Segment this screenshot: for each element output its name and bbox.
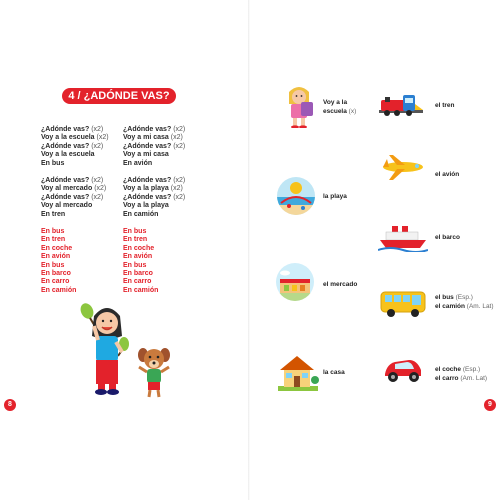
list-item: En bus — [123, 228, 147, 235]
verse-line: Voy a la playa — [123, 202, 169, 210]
market-illustration — [276, 263, 314, 301]
list-item: En carro — [41, 278, 70, 286]
verse-line: ¿Adónde vas? (x2) — [123, 142, 186, 150]
verse-line: ¿Adónde vas? (x2) — [123, 177, 186, 184]
place-label-house: la casa — [323, 369, 345, 376]
list-item: En barco — [123, 270, 153, 278]
verse-line: ¿Adónde vas? (x2) — [123, 193, 186, 201]
right-page — [250, 0, 500, 500]
list-item: En avión — [41, 253, 71, 261]
verse-2 — [123, 126, 185, 168]
verse-line: ¿Adónde vas? (x2) — [41, 193, 104, 201]
verse-line: Voy a la playa (x2) — [123, 185, 183, 193]
list-item: En barco — [41, 270, 71, 278]
train-icon — [377, 92, 425, 118]
verse-line: Voy al mercado — [41, 202, 93, 210]
verse-line: En camión — [123, 210, 159, 218]
verse-line: Voy a mi casa (x2) — [123, 134, 183, 142]
song-title: 4 / ¿ADÓNDE VAS? — [62, 88, 176, 104]
bus-icon — [379, 288, 427, 320]
verse-line: ¿Adónde vas? (x2) — [123, 126, 186, 133]
verse-line: En bus — [41, 159, 65, 167]
verse-line: En tren — [41, 210, 66, 218]
list-item: En camión — [41, 286, 77, 294]
verse-line: Voy a la escuela (x2) — [41, 134, 109, 142]
list-item: En camión — [123, 286, 159, 294]
list-item: En tren — [123, 236, 148, 244]
list-item: En bus — [123, 261, 147, 269]
dog-illustration — [136, 345, 172, 399]
transport-label-bus: el bus (Esp.) el camión (Am. Lat) — [435, 294, 494, 310]
page-number-left: 8 — [4, 399, 16, 411]
schoolgirl-illustration — [281, 84, 317, 128]
airplane-icon — [379, 153, 425, 183]
verse-line: ¿Adónde vas? (x2) — [41, 177, 104, 184]
verse-line: En avión — [123, 159, 153, 167]
car-icon — [381, 354, 425, 386]
transport-label-train: el tren — [435, 102, 455, 109]
transport-label-car: el coche (Esp.) el carro (Am. Lat) — [435, 366, 488, 382]
list-item: En bus — [41, 261, 65, 269]
transport-list-2 — [123, 228, 158, 295]
verse-4 — [123, 177, 185, 219]
girl-with-maracas-illustration — [72, 298, 142, 398]
list-item: En tren — [41, 236, 66, 244]
verse-line: Voy al mercado (x2) — [41, 185, 107, 193]
list-item: En avión — [123, 253, 153, 261]
verse-line: Voy a la escuela — [41, 151, 95, 159]
transport-label-plane: el avión — [435, 171, 460, 178]
page-number-right: 9 — [484, 399, 496, 411]
verse-line: ¿Adónde vas? (x2) — [41, 126, 104, 133]
list-item: En carro — [123, 278, 152, 286]
beach-illustration — [277, 177, 315, 215]
place-label-beach: la playa — [323, 193, 347, 200]
list-item: En bus — [41, 228, 65, 235]
verse-line: ¿Adónde vas? (x2) — [41, 142, 104, 150]
list-item: En coche — [123, 244, 155, 252]
transport-label-ship: el barco — [435, 234, 460, 241]
place-label-school: Voy a la escuela (x) — [323, 99, 357, 115]
list-item: En coche — [41, 244, 73, 252]
transport-list-1 — [41, 228, 76, 295]
ship-icon — [378, 222, 428, 252]
verse-1 — [41, 126, 109, 168]
house-illustration — [274, 352, 320, 392]
verse-line: Voy a mi casa — [123, 151, 169, 159]
verse-3 — [41, 177, 106, 219]
place-label-market: el mercado — [323, 281, 358, 288]
